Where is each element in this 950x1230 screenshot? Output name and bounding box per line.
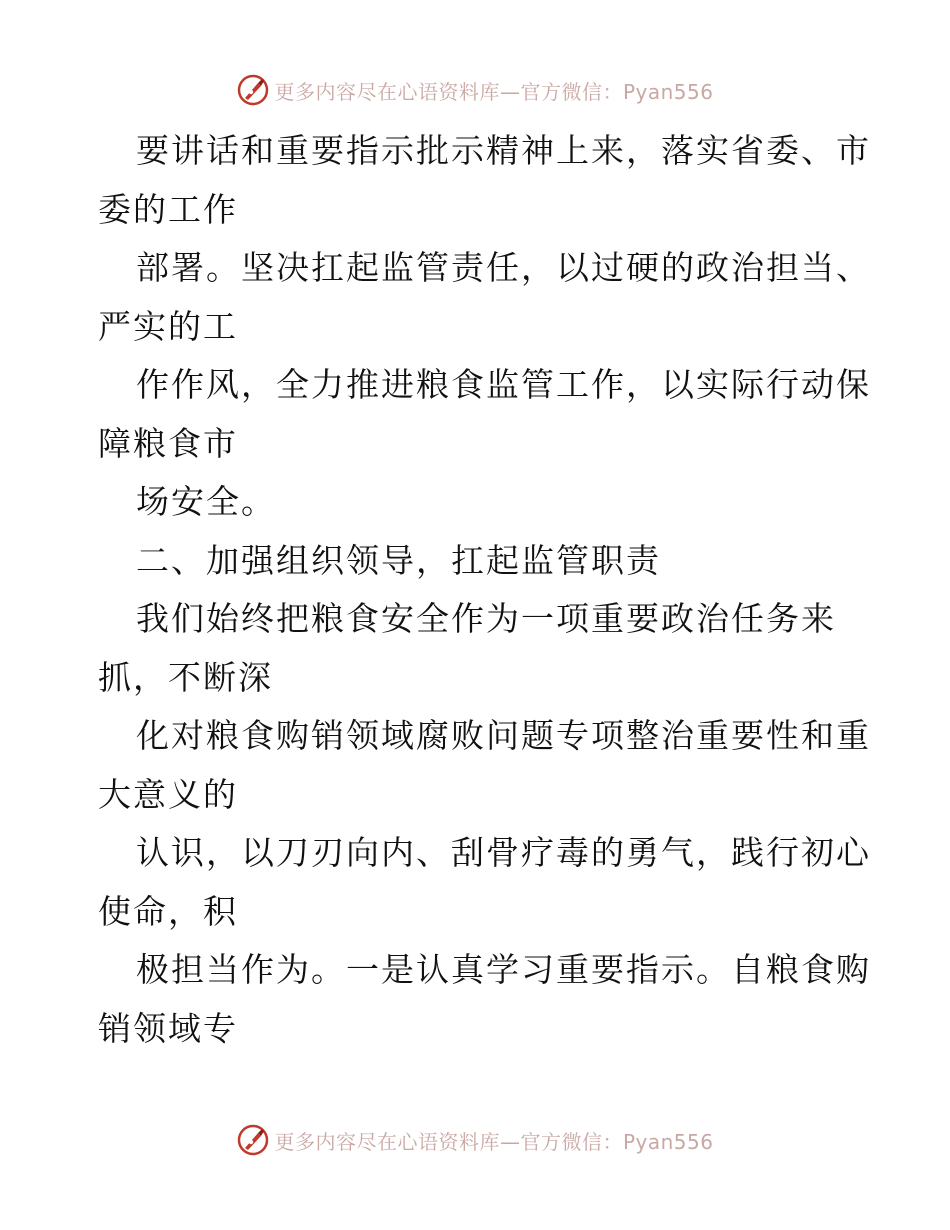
text-line: 认识，以刀刃向内、刮骨疗毒的勇气，践行初心: [136, 833, 871, 872]
text-line: 使命，积: [98, 891, 238, 931]
document-body: [98, 122, 871, 1058]
pen-logo-icon: [236, 73, 270, 107]
text-line: 障粮食市: [98, 423, 238, 463]
text-line: 化对粮食购销领域腐败问题专项整治重要性和重: [136, 716, 871, 755]
text-line: 作作风，全力推进粮食监管工作，以实际行动保: [136, 365, 871, 404]
text-line: 销领域专: [98, 1008, 238, 1048]
text-line: 严实的工: [98, 306, 238, 346]
text-line: 大意义的: [98, 774, 238, 814]
text-line: 我们始终把粮食安全作为一项重要政治任务来: [136, 599, 836, 638]
text-line: 极担当作为。一是认真学习重要指示。自粮食购: [136, 950, 871, 989]
footer-watermark: [0, 1120, 950, 1160]
watermark-text: 更多内容尽在心语资料库—官方微信：Pyan556: [274, 79, 714, 104]
text-line: 委的工作: [98, 189, 238, 229]
text-line: 部署。坚决扛起监管责任，以过硬的政治担当、: [136, 248, 871, 287]
header-watermark: [0, 70, 950, 110]
text-line: 场安全。: [136, 482, 276, 521]
text-line: 抓，不断深: [98, 657, 273, 697]
watermark-text: 更多内容尽在心语资料库—官方微信：Pyan556: [274, 1129, 714, 1154]
text-line: 要讲话和重要指示批示精神上来，落实省委、市: [136, 131, 871, 170]
text-line: 二、加强组织领导，扛起监管职责: [136, 540, 661, 580]
pen-logo-icon: [236, 1123, 270, 1157]
